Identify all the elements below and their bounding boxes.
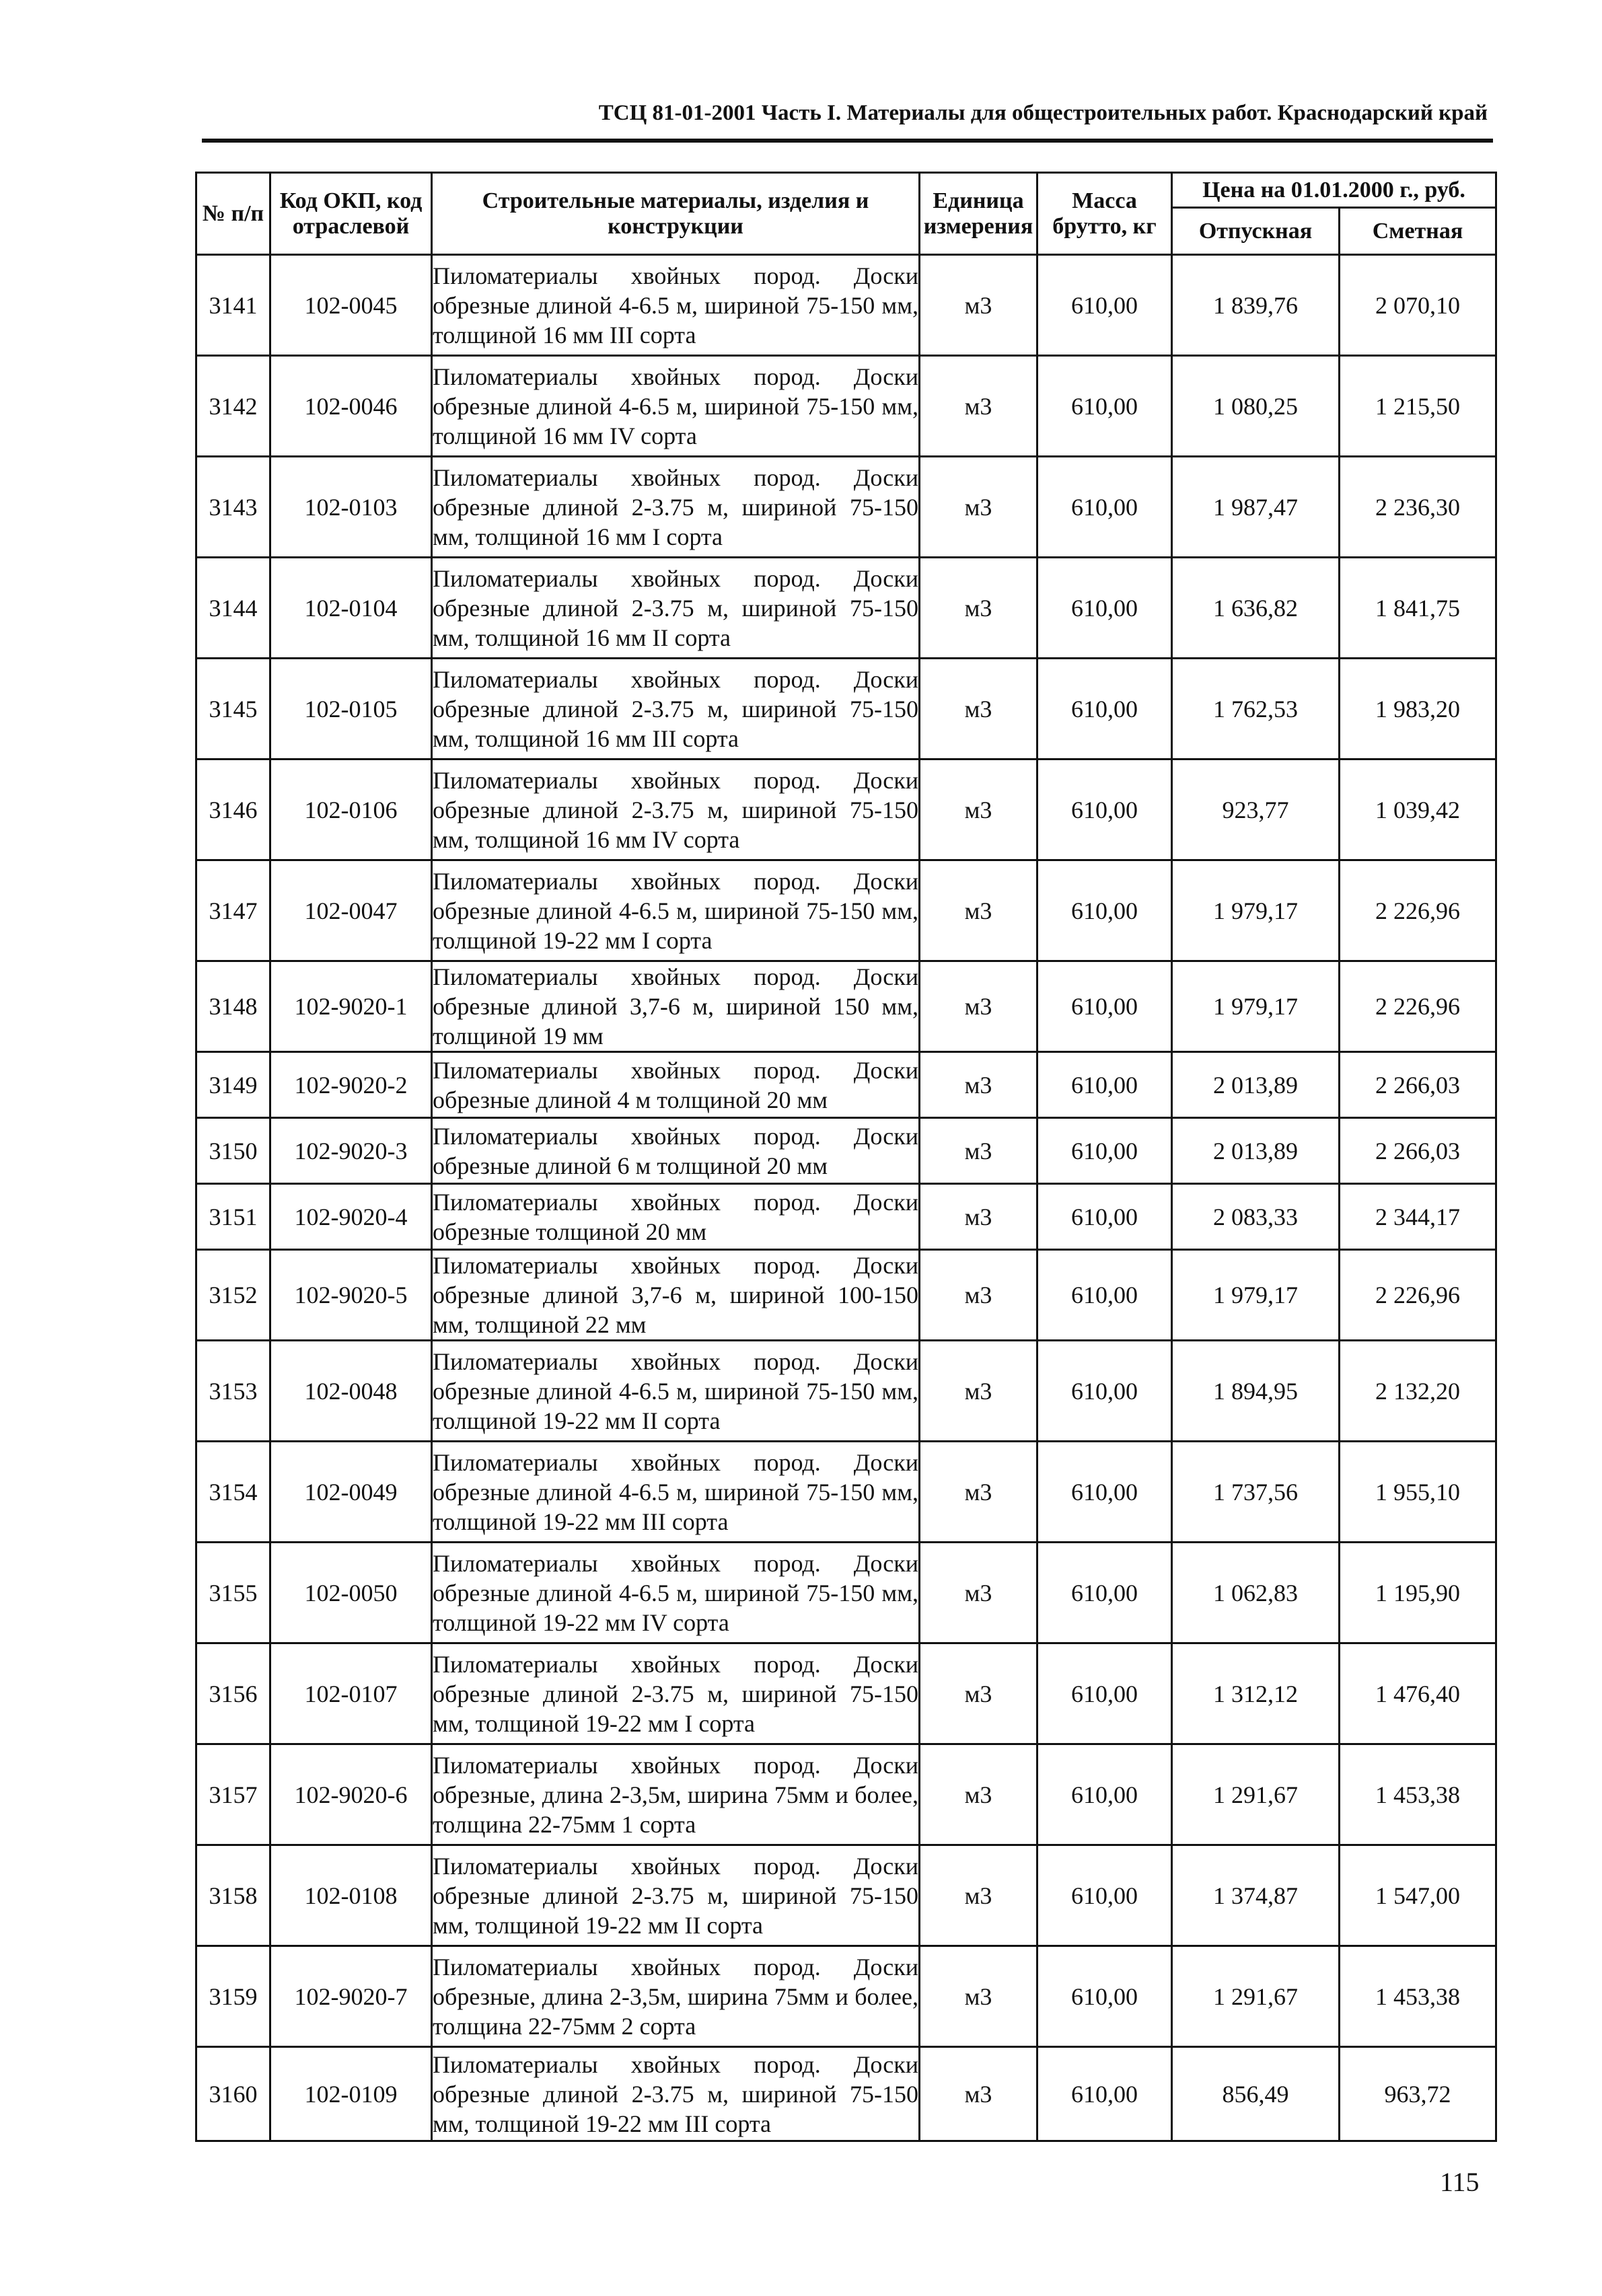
row-num: 3145 xyxy=(196,659,270,760)
row-price-estimate: 1 955,10 xyxy=(1340,1442,1496,1543)
table-row xyxy=(196,558,1496,659)
row-unit: м3 xyxy=(920,1341,1037,1442)
row-code: 102-0049 xyxy=(270,1442,432,1543)
row-code: 102-9020-5 xyxy=(270,1250,432,1341)
row-price-estimate: 1 215,50 xyxy=(1340,356,1496,457)
table-row xyxy=(196,255,1496,356)
row-price-release: 2 083,33 xyxy=(1172,1184,1340,1250)
row-code: 102-0046 xyxy=(270,356,432,457)
row-price-release: 1 987,47 xyxy=(1172,457,1340,558)
row-mass: 610,00 xyxy=(1037,961,1172,1052)
table-row xyxy=(196,356,1496,457)
row-price-estimate: 2 226,96 xyxy=(1340,860,1496,961)
row-price-estimate: 2 070,10 xyxy=(1340,255,1496,356)
row-name: Пиломатериалы хвойных пород. Доски обрезные толщиной 20 мм xyxy=(432,1184,920,1250)
row-mass: 610,00 xyxy=(1037,1341,1172,1442)
row-name: Пиломатериалы хвойных пород. Доски обрезные длиной 6 м толщиной 20 мм xyxy=(432,1118,920,1184)
row-price-estimate: 963,72 xyxy=(1340,2047,1496,2141)
row-price-estimate: 1 453,38 xyxy=(1340,1946,1496,2047)
table-row xyxy=(196,2047,1496,2141)
row-unit: м3 xyxy=(920,1643,1037,1744)
row-code: 102-0105 xyxy=(270,659,432,760)
row-unit: м3 xyxy=(920,659,1037,760)
row-num: 3149 xyxy=(196,1052,270,1118)
row-name: Пиломатериалы хвойных пород. Доски обрезные длиной 2-3.75 м, шириной 75-150 мм, толщиной 16 мм III сорта xyxy=(432,659,920,760)
row-num: 3144 xyxy=(196,558,270,659)
row-unit: м3 xyxy=(920,860,1037,961)
row-code: 102-9020-6 xyxy=(270,1744,432,1845)
row-mass: 610,00 xyxy=(1037,760,1172,860)
row-code: 102-9020-7 xyxy=(270,1946,432,2047)
row-mass: 610,00 xyxy=(1037,1543,1172,1643)
row-price-estimate: 1 195,90 xyxy=(1340,1543,1496,1643)
row-price-estimate: 2 266,03 xyxy=(1340,1118,1496,1184)
row-num: 3142 xyxy=(196,356,270,457)
row-name: Пиломатериалы хвойных пород. Доски обрезные длиной 4-6.5 м, шириной 75-150 мм, толщиной 19-22 мм IV сорта xyxy=(432,1543,920,1643)
row-mass: 610,00 xyxy=(1037,2047,1172,2141)
row-price-release: 2 013,89 xyxy=(1172,1052,1340,1118)
row-num: 3158 xyxy=(196,1845,270,1946)
row-mass: 610,00 xyxy=(1037,1118,1172,1184)
row-price-release: 1 979,17 xyxy=(1172,1250,1340,1341)
row-code: 102-0107 xyxy=(270,1643,432,1744)
row-price-release: 1 291,67 xyxy=(1172,1946,1340,2047)
table-row xyxy=(196,1250,1496,1341)
row-name: Пиломатериалы хвойных пород. Доски обрезные длиной 2-3.75 м, шириной 75-150 мм, толщиной 16 мм II сорта xyxy=(432,558,920,659)
table-row xyxy=(196,860,1496,961)
table-body xyxy=(196,255,1496,2141)
row-unit: м3 xyxy=(920,1442,1037,1543)
row-unit: м3 xyxy=(920,760,1037,860)
row-unit: м3 xyxy=(920,1118,1037,1184)
row-code: 102-0045 xyxy=(270,255,432,356)
table-row xyxy=(196,1946,1496,2047)
row-code: 102-0047 xyxy=(270,860,432,961)
header-rule xyxy=(202,139,1493,143)
table-row xyxy=(196,457,1496,558)
row-price-release: 1 894,95 xyxy=(1172,1341,1340,1442)
row-mass: 610,00 xyxy=(1037,1643,1172,1744)
row-unit: м3 xyxy=(920,1184,1037,1250)
row-unit: м3 xyxy=(920,255,1037,356)
row-price-release: 1 080,25 xyxy=(1172,356,1340,457)
table-row xyxy=(196,1845,1496,1946)
row-num: 3152 xyxy=(196,1250,270,1341)
row-price-release: 1 979,17 xyxy=(1172,961,1340,1052)
row-price-release: 1 839,76 xyxy=(1172,255,1340,356)
col-header-mass: Масса брутто, кг xyxy=(1037,173,1172,255)
row-num: 3147 xyxy=(196,860,270,961)
row-unit: м3 xyxy=(920,2047,1037,2141)
row-mass: 610,00 xyxy=(1037,1250,1172,1341)
row-code: 102-9020-2 xyxy=(270,1052,432,1118)
table-row xyxy=(196,961,1496,1052)
col-header-price-group: Цена на 01.01.2000 г., руб. xyxy=(1172,173,1496,208)
row-mass: 610,00 xyxy=(1037,860,1172,961)
row-price-estimate: 1 453,38 xyxy=(1340,1744,1496,1845)
row-name: Пиломатериалы хвойных пород. Доски обрезные длиной 4-6.5 м, шириной 75-150 мм, толщиной 19-22 мм I сорта xyxy=(432,860,920,961)
row-num: 3160 xyxy=(196,2047,270,2141)
row-unit: м3 xyxy=(920,961,1037,1052)
table-row xyxy=(196,1118,1496,1184)
row-price-estimate: 2 236,30 xyxy=(1340,457,1496,558)
row-name: Пиломатериалы хвойных пород. Доски обрезные длиной 4-6.5 м, шириной 75-150 мм, толщиной 16 мм III сорта xyxy=(432,255,920,356)
row-mass: 610,00 xyxy=(1037,1744,1172,1845)
row-num: 3141 xyxy=(196,255,270,356)
page-number: 115 xyxy=(1440,2167,1480,2197)
row-name: Пиломатериалы хвойных пород. Доски обрезные длиной 4 м толщиной 20 мм xyxy=(432,1052,920,1118)
row-price-release: 1 312,12 xyxy=(1172,1643,1340,1744)
row-name: Пиломатериалы хвойных пород. Доски обрезные длиной 2-3.75 м, шириной 75-150 мм, толщиной 19-22 мм I сорта xyxy=(432,1643,920,1744)
row-name: Пиломатериалы хвойных пород. Доски обрезные длиной 4-6.5 м, шириной 75-150 мм, толщиной 19-22 мм III сорта xyxy=(432,1442,920,1543)
row-price-release: 1 291,67 xyxy=(1172,1744,1340,1845)
row-name: Пиломатериалы хвойных пород. Доски обрезные, длина 2-3,5м, ширина 75мм и более, толщина 22-75мм 2 сорта xyxy=(432,1946,920,2047)
row-unit: м3 xyxy=(920,1543,1037,1643)
row-mass: 610,00 xyxy=(1037,356,1172,457)
row-price-estimate: 2 266,03 xyxy=(1340,1052,1496,1118)
row-price-release: 1 062,83 xyxy=(1172,1543,1340,1643)
table-row xyxy=(196,1341,1496,1442)
table-row xyxy=(196,1442,1496,1543)
row-price-estimate: 1 039,42 xyxy=(1340,760,1496,860)
col-header-num: № п/п xyxy=(196,173,270,255)
row-price-estimate: 1 476,40 xyxy=(1340,1643,1496,1744)
materials-table xyxy=(195,172,1497,2142)
row-price-estimate: 2 226,96 xyxy=(1340,961,1496,1052)
page-header: ТСЦ 81-01-2001 Часть I. Материалы для общестроительных работ. Краснодарский край xyxy=(598,101,1488,125)
row-name: Пиломатериалы хвойных пород. Доски обрезные длиной 4-6.5 м, шириной 75-150 мм, толщиной 19-22 мм II сорта xyxy=(432,1341,920,1442)
table-row xyxy=(196,1543,1496,1643)
col-header-price-release: Отпускная xyxy=(1172,208,1340,255)
row-mass: 610,00 xyxy=(1037,1442,1172,1543)
table-row xyxy=(196,1744,1496,1845)
col-header-code: Код ОКП, код отраслевой xyxy=(270,173,432,255)
row-price-estimate: 2 344,17 xyxy=(1340,1184,1496,1250)
row-price-release: 923,77 xyxy=(1172,760,1340,860)
row-unit: м3 xyxy=(920,457,1037,558)
row-num: 3146 xyxy=(196,760,270,860)
row-code: 102-0048 xyxy=(270,1341,432,1442)
row-mass: 610,00 xyxy=(1037,1184,1172,1250)
row-price-release: 1 979,17 xyxy=(1172,860,1340,961)
row-price-estimate: 1 841,75 xyxy=(1340,558,1496,659)
row-unit: м3 xyxy=(920,1845,1037,1946)
row-num: 3155 xyxy=(196,1543,270,1643)
row-num: 3143 xyxy=(196,457,270,558)
row-price-release: 856,49 xyxy=(1172,2047,1340,2141)
row-num: 3156 xyxy=(196,1643,270,1744)
row-mass: 610,00 xyxy=(1037,1946,1172,2047)
row-code: 102-9020-3 xyxy=(270,1118,432,1184)
row-code: 102-0106 xyxy=(270,760,432,860)
row-name: Пиломатериалы хвойных пород. Доски обрезные, длина 2-3,5м, ширина 75мм и более, толщина 22-75мм 1 сорта xyxy=(432,1744,920,1845)
row-name: Пиломатериалы хвойных пород. Доски обрезные длиной 4-6.5 м, шириной 75-150 мм, толщиной 16 мм IV сорта xyxy=(432,356,920,457)
col-header-price-estimate: Сметная xyxy=(1340,208,1496,255)
row-unit: м3 xyxy=(920,1946,1037,2047)
row-unit: м3 xyxy=(920,1052,1037,1118)
row-mass: 610,00 xyxy=(1037,1052,1172,1118)
row-code: 102-0103 xyxy=(270,457,432,558)
row-price-release: 2 013,89 xyxy=(1172,1118,1340,1184)
row-name: Пиломатериалы хвойных пород. Доски обрезные длиной 3,7-6 м, шириной 100-150 мм, толщиной 22 мм xyxy=(432,1250,920,1341)
table-row xyxy=(196,1052,1496,1118)
row-code: 102-9020-4 xyxy=(270,1184,432,1250)
row-num: 3157 xyxy=(196,1744,270,1845)
row-code: 102-0108 xyxy=(270,1845,432,1946)
col-header-name: Строительные материалы, изделия и конструкции xyxy=(432,173,920,255)
row-price-release: 1 762,53 xyxy=(1172,659,1340,760)
row-price-estimate: 2 132,20 xyxy=(1340,1341,1496,1442)
row-unit: м3 xyxy=(920,1250,1037,1341)
row-price-release: 1 737,56 xyxy=(1172,1442,1340,1543)
row-num: 3151 xyxy=(196,1184,270,1250)
row-code: 102-0104 xyxy=(270,558,432,659)
row-name: Пиломатериалы хвойных пород. Доски обрезные длиной 2-3.75 м, шириной 75-150 мм, толщиной 19-22 мм III сорта xyxy=(432,2047,920,2141)
row-mass: 610,00 xyxy=(1037,1845,1172,1946)
row-num: 3159 xyxy=(196,1946,270,2047)
row-num: 3148 xyxy=(196,961,270,1052)
table-row xyxy=(196,760,1496,860)
table-row xyxy=(196,1184,1496,1250)
col-header-unit: Единица измерения xyxy=(920,173,1037,255)
row-mass: 610,00 xyxy=(1037,558,1172,659)
row-num: 3150 xyxy=(196,1118,270,1184)
row-name: Пиломатериалы хвойных пород. Доски обрезные длиной 2-3.75 м, шириной 75-150 мм, толщиной 19-22 мм II сорта xyxy=(432,1845,920,1946)
row-price-release: 1 636,82 xyxy=(1172,558,1340,659)
row-name: Пиломатериалы хвойных пород. Доски обрезные длиной 2-3.75 м, шириной 75-150 мм, толщиной 16 мм I сорта xyxy=(432,457,920,558)
row-code: 102-0109 xyxy=(270,2047,432,2141)
row-name: Пиломатериалы хвойных пород. Доски обрезные длиной 3,7-6 м, шириной 150 мм, толщиной 19 мм xyxy=(432,961,920,1052)
row-num: 3154 xyxy=(196,1442,270,1543)
table-row xyxy=(196,1643,1496,1744)
row-num: 3153 xyxy=(196,1341,270,1442)
row-name: Пиломатериалы хвойных пород. Доски обрезные длиной 2-3.75 м, шириной 75-150 мм, толщиной 16 мм IV сорта xyxy=(432,760,920,860)
row-code: 102-0050 xyxy=(270,1543,432,1643)
row-mass: 610,00 xyxy=(1037,255,1172,356)
table-row xyxy=(196,659,1496,760)
row-unit: м3 xyxy=(920,558,1037,659)
row-unit: м3 xyxy=(920,1744,1037,1845)
row-price-estimate: 2 226,96 xyxy=(1340,1250,1496,1341)
row-price-estimate: 1 547,00 xyxy=(1340,1845,1496,1946)
row-price-release: 1 374,87 xyxy=(1172,1845,1340,1946)
row-unit: м3 xyxy=(920,356,1037,457)
row-mass: 610,00 xyxy=(1037,659,1172,760)
row-mass: 610,00 xyxy=(1037,457,1172,558)
row-code: 102-9020-1 xyxy=(270,961,432,1052)
row-price-estimate: 1 983,20 xyxy=(1340,659,1496,760)
